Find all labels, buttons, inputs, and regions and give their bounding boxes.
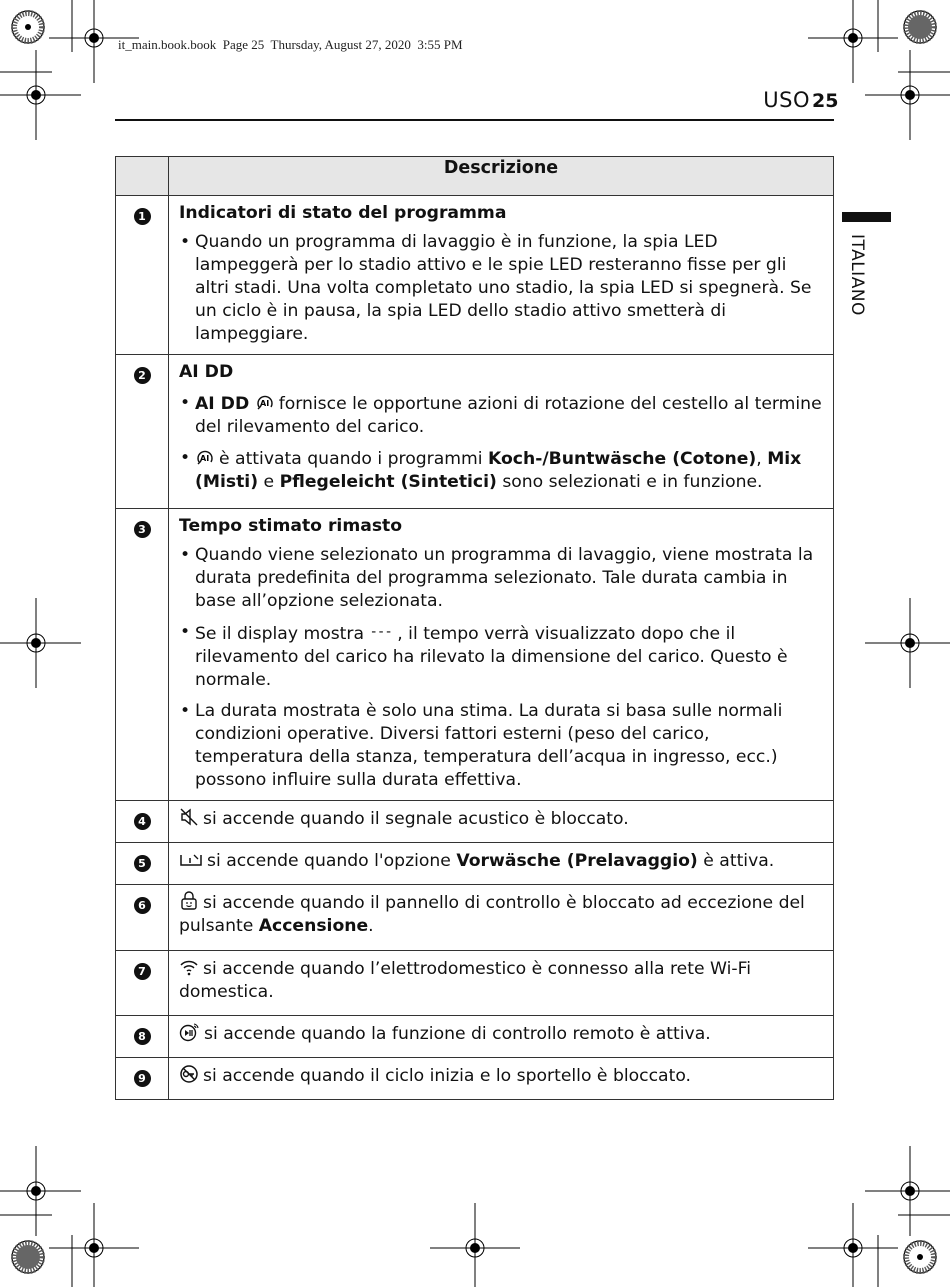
number-badge: 1 (134, 208, 151, 225)
ai-dd-icon (195, 447, 215, 467)
row-text: si accende quando l’elettrodomestico è connesso alla rete Wi-Fi domestica. (179, 959, 752, 1002)
table-header-row (116, 157, 834, 196)
row-text: si accende quando l'opzione (207, 851, 457, 871)
bold-text: Mix (Misti) (195, 449, 802, 492)
door-lock-icon (179, 1064, 199, 1084)
row-title: AI DD (179, 362, 234, 382)
table-row (116, 801, 834, 843)
ai-dd-icon (255, 392, 275, 412)
table-row (116, 1016, 834, 1058)
table-row (116, 885, 834, 951)
bullet-text: è attivata quando i programmi (219, 449, 488, 469)
page-number: 25 (812, 90, 839, 112)
language-tab-bar (842, 212, 891, 222)
row-text: . (368, 916, 374, 936)
bullet-text: , il tempo verrà visualizzato dopo che il rilevamento del carico ha rilevato la dimensione del carico. Questo è normale. (195, 624, 788, 690)
number-column-header (116, 157, 169, 196)
remote-start-icon (179, 1022, 200, 1042)
bullet-text: , (756, 449, 768, 469)
bullet-item (179, 392, 823, 439)
row-text: si accende quando il ciclo inizia e lo sportello è bloccato. (203, 1066, 692, 1086)
bullet-text: sono selezionati e in funzione. (496, 472, 763, 492)
display-dashes-icon: --- (369, 624, 392, 640)
bullet-item: • La durata mostrata è solo una stima. La durata si basa sulle normali condizioni operative. Diversi fattori esterni (peso del carico, temperatura della stanza, temperatura dell’acqua in ingresso, ecc.) possono influire sulla durata effettiva. (179, 700, 823, 792)
table-row (116, 196, 834, 355)
description-column-header: Descrizione (169, 157, 834, 196)
bullet-item (179, 621, 823, 692)
number-badge: 2 (134, 367, 151, 384)
section-title: USO (763, 88, 810, 112)
number-badge: 5 (134, 855, 151, 872)
row-text: si accende quando il pannello di controllo è bloccato ad eccezione del pulsante (179, 893, 805, 936)
bold-text: AI DD (195, 394, 250, 414)
child-lock-icon (179, 891, 199, 911)
table-row (116, 843, 834, 885)
print-header: it_main.book.book Page 25 Thursday, August 27, 2020 3:55 PM (118, 37, 463, 52)
table-row (116, 509, 834, 801)
number-badge: 3 (134, 521, 151, 538)
bold-text: Accensione (258, 916, 369, 936)
svg-text:AI: AI (259, 399, 269, 408)
row-text: è attiva. (697, 851, 775, 871)
row-text: si accende quando la funzione di controllo remoto è attiva. (204, 1024, 711, 1044)
number-badge: 7 (134, 963, 151, 980)
bold-text: Vorwäsche (Prelavaggio) (456, 851, 698, 871)
bullet-text: fornisce le opportune azioni di rotazione del cestello al termine del rilevamento del carico. (195, 394, 822, 437)
row-title: Indicatori di stato del programma (179, 203, 507, 223)
description-table (115, 156, 834, 1100)
bullet-item: • Quando un programma di lavaggio è in funzione, la spia LED lampeggerà per lo stadio attivo e le spie LED resteranno fisse per gli altri stadi. Una volta completato uno stadio, la spia LED si spegnerà. Se un ciclo è in pausa, la spia LED dello stadio attivo smetterà di lampeggiare. (179, 231, 823, 346)
bullet-text: Se il display mostra (195, 624, 365, 644)
row-text: si accende quando il segnale acustico è bloccato. (203, 809, 629, 829)
number-badge: 6 (134, 897, 151, 914)
number-badge: 9 (134, 1070, 151, 1087)
bullet-item (179, 447, 823, 494)
table-row (116, 1058, 834, 1100)
bullet-item: • Quando viene selezionato un programma di lavaggio, viene mostrata la durata predefinita del programma selezionato. Tale durata cambia in base all’opzione selezionata. (179, 544, 823, 613)
wifi-icon (179, 957, 199, 977)
bold-text: Koch-/Buntwäsche (Cotone) (487, 449, 757, 469)
prewash-icon (179, 849, 203, 869)
mute-icon (179, 807, 199, 827)
table-row (116, 355, 834, 509)
bold-text: Pflegeleicht (Sintetici) (279, 472, 497, 492)
number-badge: 8 (134, 1028, 151, 1045)
language-label: ITALIANO (847, 234, 867, 316)
svg-text:AI: • AI (200, 454, 210, 463)
bullet-text: e (258, 472, 280, 492)
header-rule (115, 119, 834, 121)
table-row (116, 951, 834, 1016)
number-badge: 4 (134, 813, 151, 830)
row-title: Tempo stimato rimasto (179, 516, 403, 536)
